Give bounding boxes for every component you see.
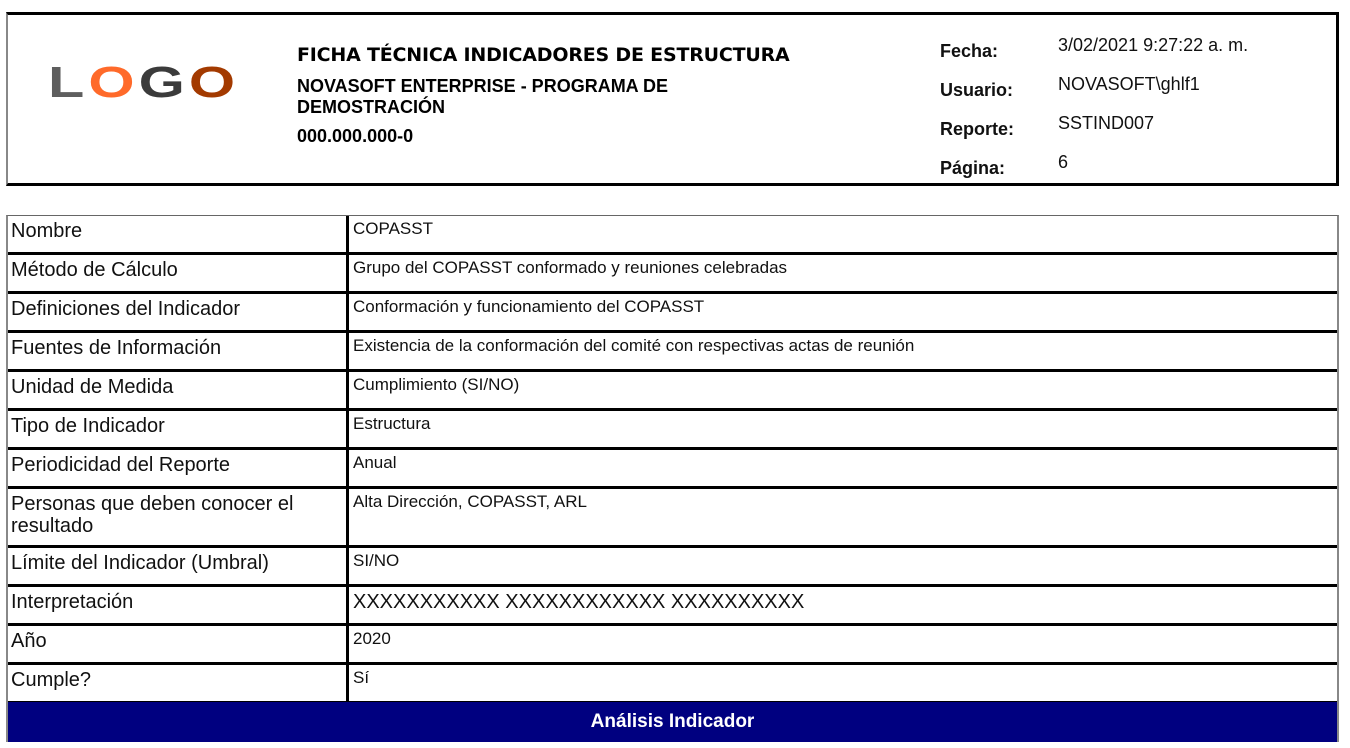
field-value: 2020: [353, 629, 391, 648]
table-row: [8, 626, 1337, 665]
field-value: Anual: [353, 453, 397, 472]
meta-value: 6: [1058, 152, 1069, 172]
table-row: [8, 489, 1337, 548]
field-label: Definiciones del Indicador: [8, 294, 349, 330]
table-row: [8, 333, 1337, 372]
meta-fecha: [940, 27, 1340, 66]
indicator-details-table: [6, 215, 1339, 704]
field-label: Límite del Indicador (Umbral): [8, 548, 349, 584]
logo-letter: O: [188, 58, 240, 107]
field-label: Unidad de Medida: [8, 372, 349, 408]
meta-value: 3/02/2021 9:27:22 a. m.: [1058, 35, 1249, 55]
field-value: COPASST: [353, 219, 433, 238]
table-row: [8, 587, 1337, 626]
meta-label: Página:: [940, 158, 1006, 178]
field-label: Periodicidad del Reporte: [8, 450, 349, 486]
field-value: Existencia de la conformación del comité con respectivas actas de reunión: [353, 336, 915, 355]
field-value: SI/NO: [353, 551, 400, 570]
field-label: Año: [8, 626, 349, 662]
company-nit: 000.000.000-0: [297, 126, 414, 146]
field-value: Grupo del COPASST conformado y reuniones celebradas: [353, 258, 788, 277]
table-row: [8, 294, 1337, 333]
report-meta: [940, 27, 1340, 183]
title-block: [297, 43, 817, 147]
logo-letter: L: [48, 58, 89, 107]
meta-usuario: [940, 66, 1340, 105]
meta-value: SSTIND007: [1058, 113, 1155, 133]
meta-label: Reporte:: [940, 119, 1015, 139]
logo-letter: O: [88, 58, 139, 107]
table-row: [8, 255, 1337, 294]
section-banner-analisis: [6, 702, 1339, 742]
logo-letter: G: [138, 58, 189, 107]
field-label: Tipo de Indicador: [8, 411, 349, 447]
table-row: [8, 216, 1337, 255]
meta-reporte: [940, 105, 1340, 144]
company-name: NOVASOFT ENTERPRISE - PROGRAMA DE DEMOSTRACIÓN: [297, 76, 669, 117]
field-value: Sí: [353, 668, 370, 687]
table-row: [8, 548, 1337, 587]
report-title: FICHA TÉCNICA INDICADORES DE ESTRUCTURA: [297, 44, 790, 66]
field-label: Personas que deben conocer el resultado: [8, 489, 349, 545]
meta-label: Usuario:: [940, 80, 1014, 100]
field-value: Conformación y funcionamiento del COPASST: [353, 297, 705, 316]
table-row: [8, 665, 1337, 704]
report-header: [6, 12, 1339, 186]
meta-value: NOVASOFT\ghlf1: [1058, 74, 1200, 94]
field-value: Estructura: [353, 414, 431, 433]
field-label: Cumple?: [8, 665, 349, 701]
table-row: [8, 411, 1337, 450]
section-title: Análisis Indicador: [590, 711, 755, 732]
meta-label: Fecha:: [940, 41, 999, 61]
field-value: Cumplimiento (SI/NO): [353, 375, 520, 394]
field-value: Alta Dirección, COPASST, ARL: [353, 492, 587, 511]
meta-pagina: [940, 144, 1340, 183]
field-label: Interpretación: [8, 587, 349, 623]
field-label: Método de Cálculo: [8, 255, 349, 291]
table-row: [8, 450, 1337, 489]
field-label: Fuentes de Información: [8, 333, 349, 369]
field-label: Nombre: [8, 216, 349, 252]
company-logo: [48, 58, 240, 107]
table-row: [8, 372, 1337, 411]
field-value: XXXXXXXXXXX XXXXXXXXXXXX XXXXXXXXXX: [353, 591, 805, 613]
